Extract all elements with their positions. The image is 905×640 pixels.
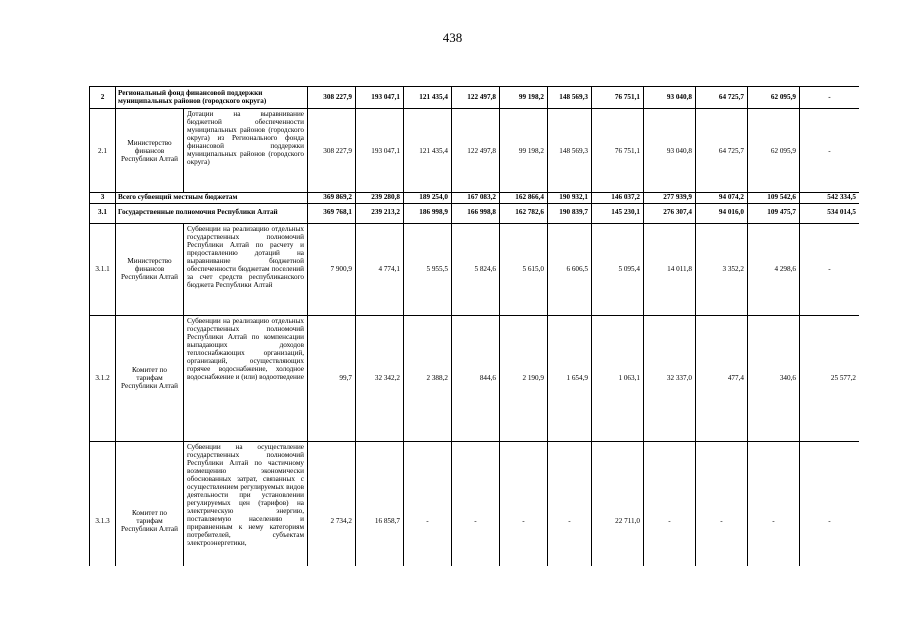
value-cell: 239 213,2 [356,203,404,223]
value-cell: 5 824,6 [452,223,500,315]
value-cell: 186 998,9 [404,203,452,223]
organization-cell: Комитет по тарифам Республики Алтай [116,315,184,441]
value-cell: 193 047,1 [356,87,404,109]
value-cell: 369 768,1 [308,203,356,223]
value-cell: 7 900,9 [308,223,356,315]
value-cell: - [548,441,592,566]
value-cell: 477,4 [696,315,748,441]
section-title: Региональный фонд финансовой поддержки муниципальных районов (городского округа) [116,87,308,109]
table-row-item-3-1-2 [90,315,860,441]
organization-cell: Министерство финансов Республики Алтай [116,223,184,315]
value-cell: 93 040,8 [644,87,696,109]
value-cell: 94 074,2 [696,193,748,204]
budget-table [89,86,859,566]
value-cell: 122 497,8 [452,87,500,109]
value-cell: 1 654,9 [548,315,592,441]
value-cell: - [748,441,800,566]
table-row-section-3 [90,193,860,204]
value-cell: 5 615,0 [500,223,548,315]
value-cell: 162 866,4 [500,193,548,204]
value-cell: 32 342,2 [356,315,404,441]
value-cell: 340,6 [748,315,800,441]
value-cell: 844,6 [452,315,500,441]
value-cell: - [696,441,748,566]
value-cell: 121 435,4 [404,109,452,193]
row-id: 2.1 [90,109,116,193]
organization-cell: Комитет по тарифам Республики Алтай [116,441,184,566]
value-cell: 62 095,9 [748,109,800,193]
table-row-section-2 [90,87,860,109]
value-cell: 189 254,0 [404,193,452,204]
value-cell: 190 932,1 [548,193,592,204]
table-row-item-3-1-3 [90,441,860,566]
value-cell: 276 307,4 [644,203,696,223]
value-cell: 64 725,7 [696,87,748,109]
row-id: 3 [90,193,116,204]
budget-table-container [89,86,859,566]
description-cell: Субвенции на осуществление государственных полномочий Республики Алтай по частичному возмещению экономически обоснованных затрат, связанных с осуществлением регулируемых видов деятельности при установлении регулируемых цен (тарифов) на электрическую энергию, поставляемую населению и приравненным к нему категориям потребителей, субъектам электроэнергетики, [184,441,308,566]
value-cell: 99 198,2 [500,87,548,109]
value-cell: 14 011,8 [644,223,696,315]
page-number: 438 [442,30,463,45]
value-cell: 166 998,8 [452,203,500,223]
value-cell: - [800,223,860,315]
table-row-item-2-1 [90,109,860,193]
value-cell: 145 230,1 [592,203,644,223]
value-cell: 6 606,5 [548,223,592,315]
value-cell: 62 095,9 [748,87,800,109]
value-cell: - [452,441,500,566]
value-cell: 109 542,6 [748,193,800,204]
section-title: Государственные полномочия Республики Алтай [116,203,308,223]
value-cell: 93 040,8 [644,109,696,193]
value-cell: 22 711,0 [592,441,644,566]
value-cell: 542 334,5 [800,193,860,204]
value-cell: 25 577,2 [800,315,860,441]
value-cell: 64 725,7 [696,109,748,193]
description-cell: Субвенции на реализацию отдельных государственных полномочий Республики Алтай по расчету и предоставлению дотаций на выравнивание бюджетной обеспеченности бюджетам поселений за счет средств республиканского бюджета Республики Алтай [184,223,308,315]
value-cell: - [800,87,860,109]
value-cell: 76 751,1 [592,87,644,109]
value-cell: 308 227,9 [308,109,356,193]
value-cell: 146 037,2 [592,193,644,204]
value-cell: - [644,441,696,566]
section-title: Всего субвенций местным бюджетам [116,193,308,204]
value-cell: 1 063,1 [592,315,644,441]
value-cell: 2 190,9 [500,315,548,441]
value-cell: 121 435,4 [404,87,452,109]
value-cell: 109 475,7 [748,203,800,223]
value-cell: - [800,109,860,193]
value-cell: 162 782,6 [500,203,548,223]
value-cell: 94 016,0 [696,203,748,223]
value-cell: 99 198,2 [500,109,548,193]
value-cell: - [800,441,860,566]
description-cell: Дотации на выравнивание бюджетной обеспеченности муниципальных районов (городского округа) из Регионального фонда финансовой поддержки муниципальных районов (городского округа) [184,109,308,193]
value-cell: 148 569,3 [548,87,592,109]
description-cell: Субвенции на реализацию отдельных государственных полномочий Республики Алтай по компенсации выпадающих доходов теплоснабжающих организаций, организаций, осуществляющих горячее водоснабжение, холодное водоснабжение и (или) водоотведение [184,315,308,441]
value-cell: 193 047,1 [356,109,404,193]
value-cell: 4 298,6 [748,223,800,315]
value-cell: - [500,441,548,566]
value-cell: 16 858,7 [356,441,404,566]
value-cell: 32 337,0 [644,315,696,441]
row-id: 3.1.1 [90,223,116,315]
table-row-section-3-1 [90,203,860,223]
value-cell: 190 839,7 [548,203,592,223]
value-cell: 5 955,5 [404,223,452,315]
row-id: 2 [90,87,116,109]
value-cell: 2 734,2 [308,441,356,566]
value-cell: 277 939,9 [644,193,696,204]
value-cell: 122 497,8 [452,109,500,193]
row-id: 3.1.3 [90,441,116,566]
value-cell: 534 014,5 [800,203,860,223]
value-cell: 76 751,1 [592,109,644,193]
value-cell: 167 083,2 [452,193,500,204]
value-cell: 3 352,2 [696,223,748,315]
value-cell: 239 280,8 [356,193,404,204]
row-id: 3.1.2 [90,315,116,441]
value-cell: - [404,441,452,566]
value-cell: 148 569,3 [548,109,592,193]
table-row-item-3-1-1 [90,223,860,315]
organization-cell: Министерство финансов Республики Алтай [116,109,184,193]
value-cell: 308 227,9 [308,87,356,109]
value-cell: 4 774,1 [356,223,404,315]
value-cell: 5 095,4 [592,223,644,315]
row-id: 3.1 [90,203,116,223]
value-cell: 99,7 [308,315,356,441]
value-cell: 369 869,2 [308,193,356,204]
value-cell: 2 388,2 [404,315,452,441]
